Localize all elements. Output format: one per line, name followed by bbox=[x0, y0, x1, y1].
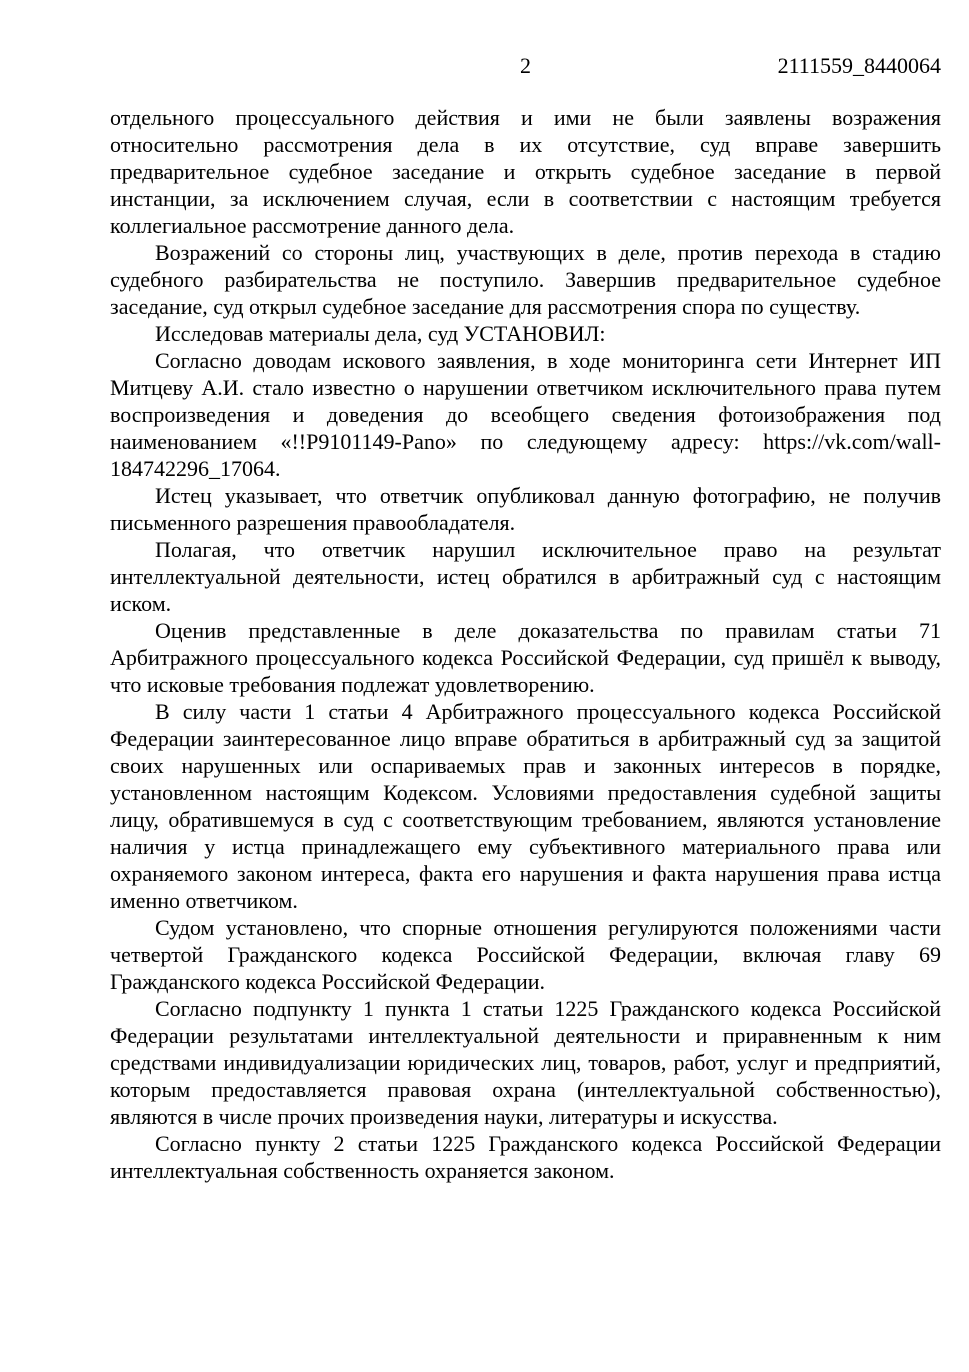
paragraph: Возражений со стороны лиц, участвующих в деле, против перехода в стадию судебного разбирательства не поступило. Завершив предварительное судебное заседание, суд открыл судебное заседание для рассмотрения спора по существу. bbox=[110, 240, 941, 319]
paragraph: Полагая, что ответчик нарушил исключительное право на результат интеллектуальной деятельности, истец обратился в арбитражный суд с настоящим иском. bbox=[110, 537, 941, 616]
paragraph: Истец указывает, что ответчик опубликовал данную фотографию, не получив письменного разрешения правообладателя. bbox=[110, 483, 941, 535]
page-header bbox=[110, 52, 941, 80]
paragraph: отдельного процессуального действия и ими не были заявлены возражения относительно рассмотрения дела в их отсутствие, суд вправе завершить предварительное судебное заседание и открыть судебное заседание в первой инстанции, за исключением случая, если в соответствии с настоящим требуется коллегиальное рассмотрение данного дела. bbox=[110, 105, 941, 238]
document-body bbox=[110, 104, 941, 1184]
document-id: 2111559_8440064 bbox=[777, 53, 941, 78]
paragraph: Согласно пункту 2 статьи 1225 Гражданского кодекса Российской Федерации интеллектуальная собственность охраняется законом. bbox=[110, 1131, 941, 1183]
paragraph: В силу части 1 статьи 4 Арбитражного процессуального кодекса Российской Федерации заинтересованное лицо вправе обратиться в арбитражный суд за защитой своих нарушенных или оспариваемых прав и законных интересов в порядке, установленном настоящим Кодексом. Условиями предоставления судебной защиты лицу, обратившемуся в суд с соответствующим требованием, являются установление наличия у истца принадлежащего ему субъективного материального права или охраняемого законом интереса, факта его нарушения и факта нарушения права истца именно ответчиком. bbox=[110, 699, 941, 913]
page-number: 2 bbox=[520, 53, 531, 78]
paragraph: Оценив представленные в деле доказательства по правилам статьи 71 Арбитражного процессуального кодекса Российской Федерации, суд пришёл к выводу, что исковые требования подлежат удовлетворению. bbox=[110, 618, 941, 697]
paragraph: Согласно доводам искового заявления, в ходе мониторинга сети Интернет ИП Митцеву А.И. стало известно о нарушении ответчиком исключительного права путем воспроизведения и доведения до всеобщего сведения фотоизображения под наименованием «!!P9101149-Pano» по следующему адресу: https://vk.com/wall-184742296_17064. bbox=[110, 348, 941, 481]
paragraph: Судом установлено, что спорные отношения регулируются положениями части четвертой Гражданского кодекса Российской Федерации, включая главу 69 Гражданского кодекса Российской Федерации. bbox=[110, 915, 941, 994]
paragraph: Согласно подпункту 1 пункта 1 статьи 1225 Гражданского кодекса Российской Федерации результатами интеллектуальной деятельности и приравненным к ним средствами индивидуализации юридических лиц, товаров, работ, услуг и предприятий, которым предоставляется правовая охрана (интеллектуальной собственностью), являются в числе прочих произведения науки, литературы и искусства. bbox=[110, 996, 941, 1129]
paragraph: Исследовав материалы дела, суд УСТАНОВИЛ: bbox=[155, 321, 606, 346]
